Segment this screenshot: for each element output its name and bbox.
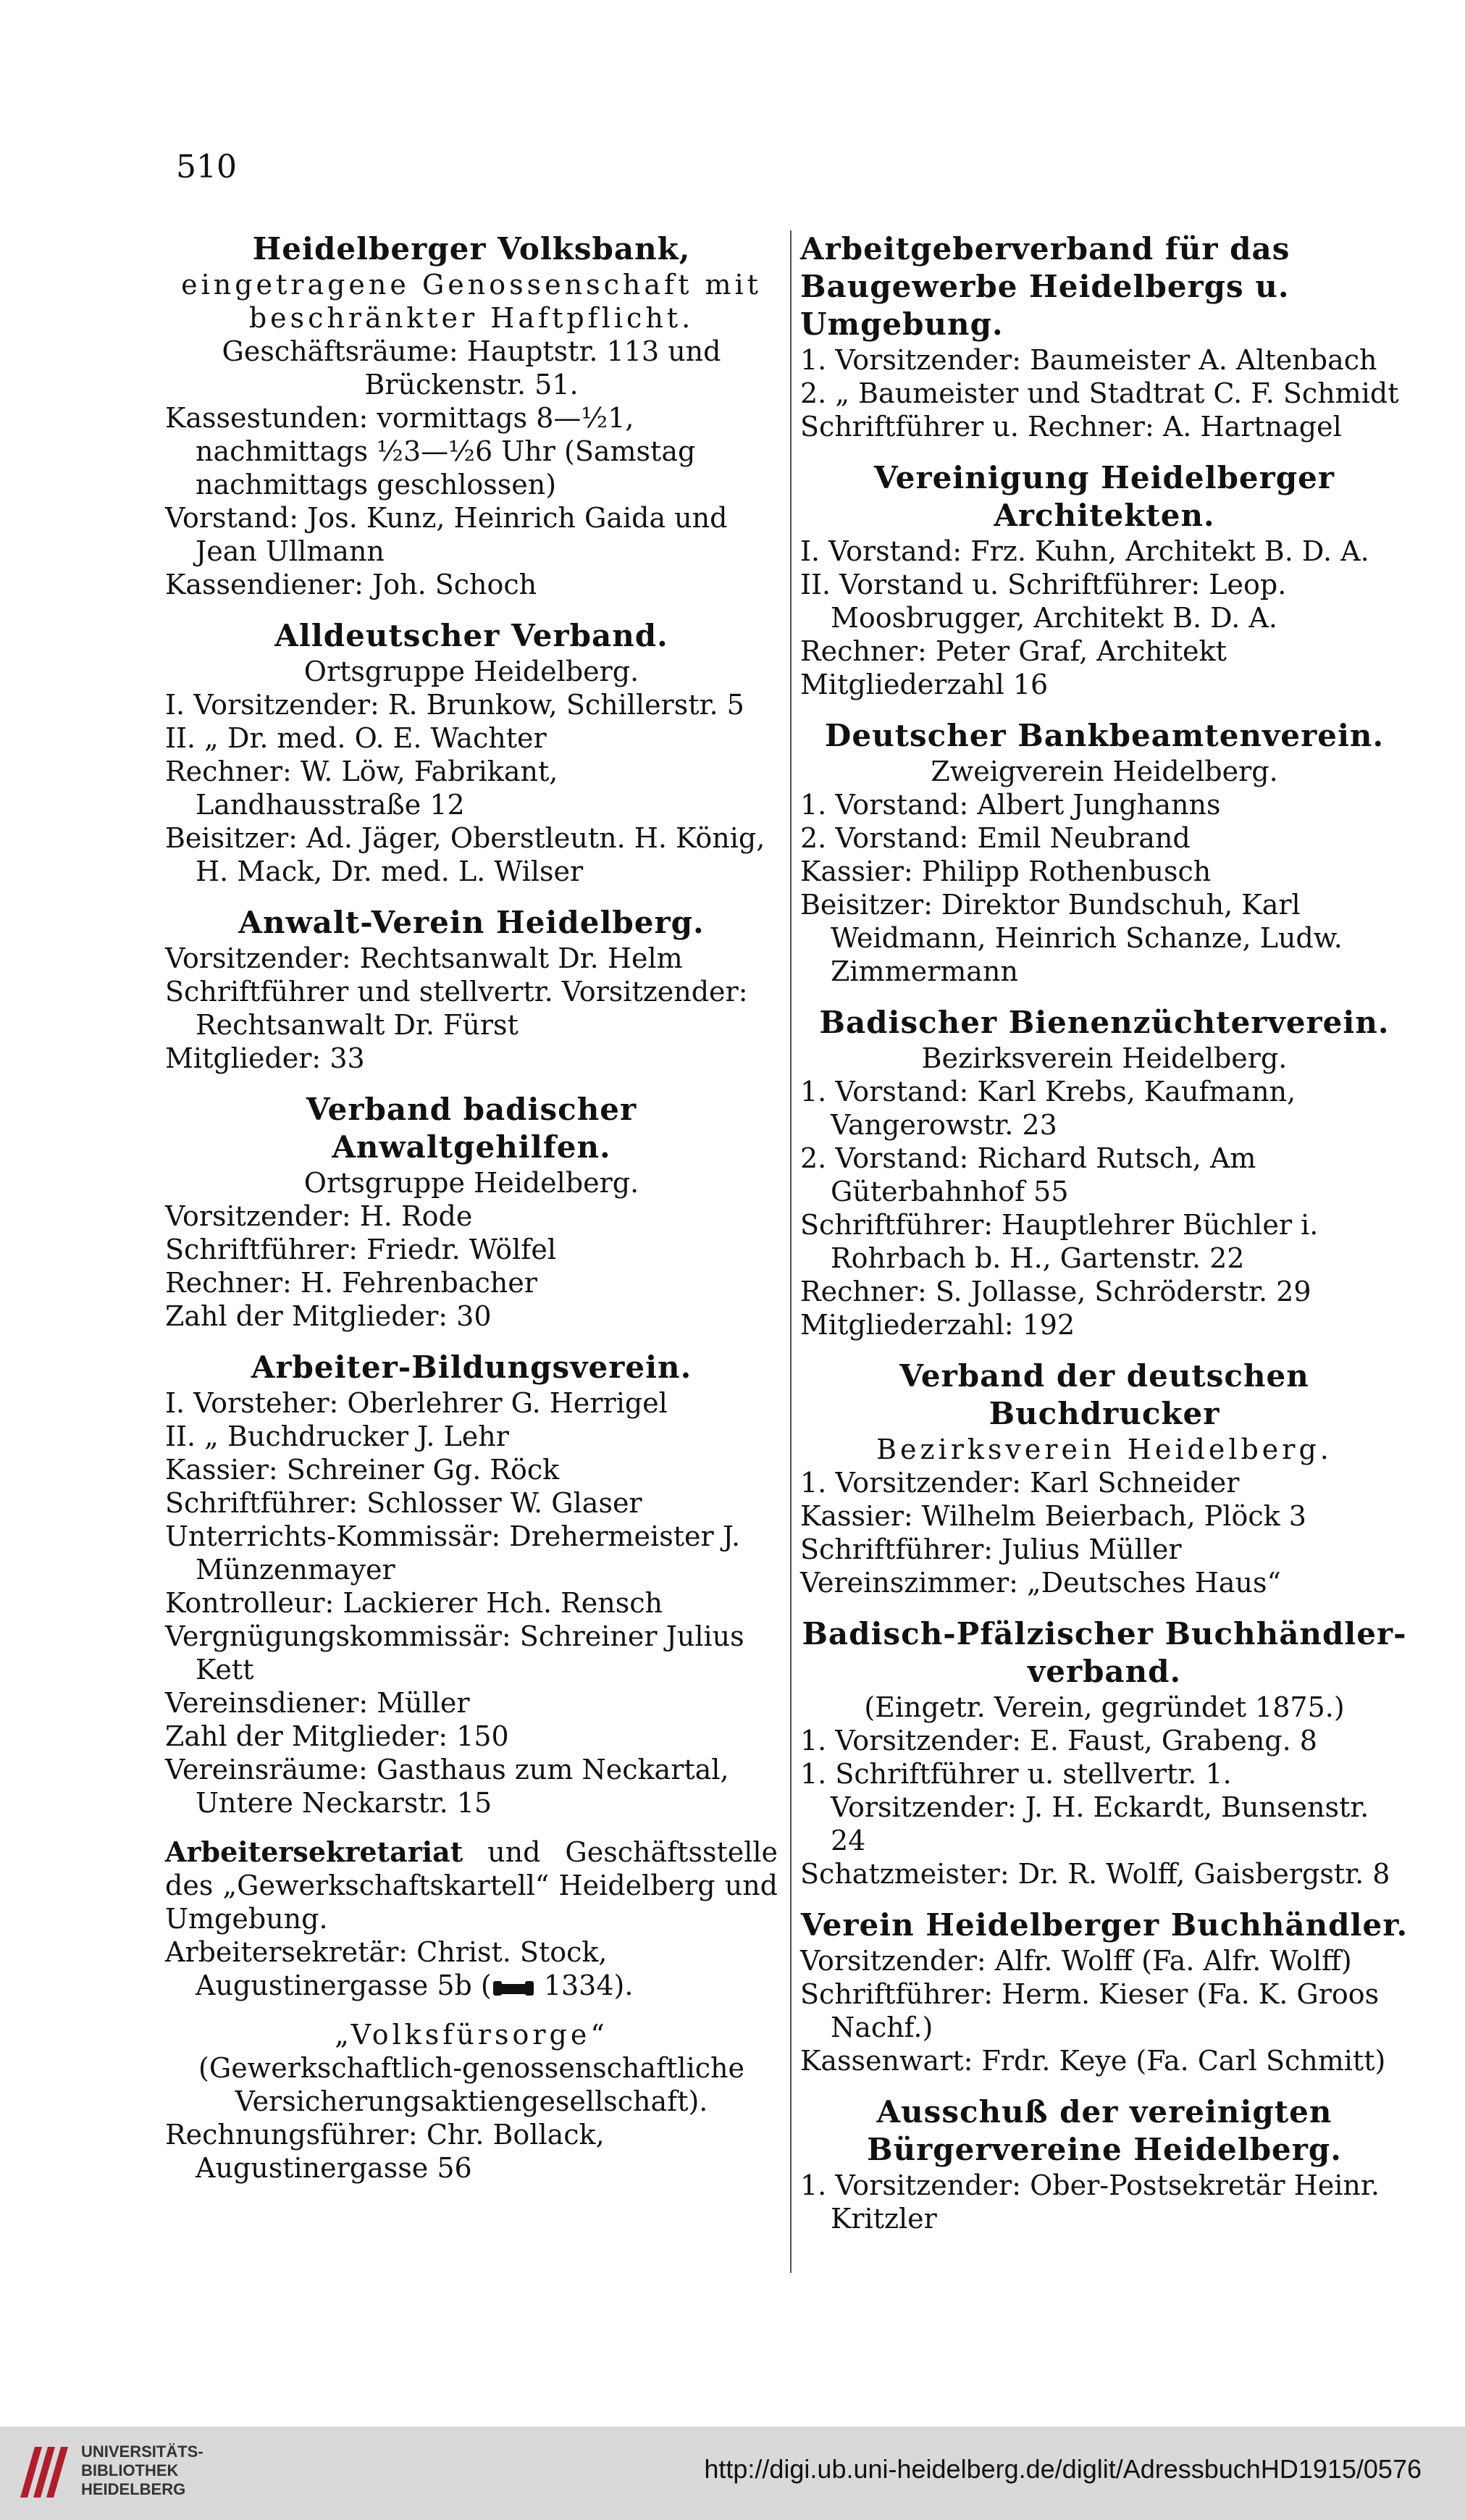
entry-line: Mitgliederzahl 16 [800,669,1049,700]
entry-line: Unterrichts-Kommissär: Drehermeister J. Münzenmayer [165,1520,741,1586]
entry-line: II. Vorstand u. Schriftführer: Leop. Moosbrugger, Architekt B. D. A. [800,569,1287,634]
section-subheading: (Eingetr. Verein, gegründet 1875.) [864,1691,1345,1723]
logo-text [81,2442,203,2499]
entry-line: 1. Schriftführer u. stellvertr. 1. Vorsitzender: J. H. Eckardt, Bunsenstr. 24 [800,1758,1369,1856]
section-buergervereine [800,2093,1409,2235]
entry-line: Schriftführer und stellvertr. Vorsitzender: Rechtsanwalt Dr. Fürst [165,976,748,1041]
entry-line: Rechnungsführer: Chr. Bollack, Augustinergasse 56 [165,2119,605,2184]
entry-line: Kontrolleur: Lackierer Hch. Rensch [165,1587,663,1619]
section-paragraph [165,1835,778,1935]
logo-line: BIBLIOTHEK [81,2461,179,2479]
entry-line: II. „ Buchdrucker J. Lehr [165,1420,509,1452]
entry-line: II. „ Dr. med. O. E. Wachter [165,722,547,754]
entry-line: 2. Vorstand: Richard Rutsch, Am Güterbahnhof 55 [800,1142,1256,1207]
section-heading: Deutscher Bankbeamtenverein. [824,718,1385,753]
left-column [165,230,778,2201]
section-anwalt-verein [165,904,778,1075]
entry-line: Schriftführer: Schlosser W. Glaser [165,1487,642,1519]
section-buchhaendlerverband [800,1615,1409,1891]
entry-line: Schriftführer: Friedr. Wölfel [165,1234,557,1265]
section-subheading: Ortsgruppe Heidelberg. [303,1167,639,1199]
entry-line: Schatzmeister: Dr. R. Wolff, Gaisbergstr. 8 [800,1858,1390,1890]
entry-line: 1. Vorstand: Karl Krebs, Kaufmann, Vangerowstr. 23 [800,1076,1296,1141]
section-subheading: eingetragene Genossenschaft mit beschränkter Haftpflicht. [181,269,762,334]
entry-line: Rechner: W. Löw, Fabrikant, Landhausstraße 12 [165,755,558,821]
section-heading: Badischer Bienenzüchterverein. [819,1005,1390,1040]
entry-line: Vorsitzender: Rechtsanwalt Dr. Helm [165,942,683,974]
section-subheading: Bezirksverein Heidelberg. [921,1042,1288,1074]
section-anwaltgehilfen [165,1091,778,1333]
entry-line: Geschäftsräume: Hauptstr. 113 und Brückenstr. 51. [222,335,721,401]
entry-line: Schriftführer u. Rechner: A. Hartnagel [800,411,1342,443]
logo-line: HEIDELBERG [81,2480,186,2498]
section-volksfuersorge [165,2018,778,2185]
section-heading: Arbeitersekretariat [165,1835,463,1868]
section-heading: Heidelberger Volksbank, [252,231,691,267]
entry-line: Vorsitzender: Alfr. Wolff (Fa. Alfr. Wolff) [800,1945,1352,1977]
entry-line: 1. Vorsitzender: Karl Schneider [800,1467,1240,1499]
section-heading: Anwalt-Verein Heidelberg. [238,905,705,940]
entry-line: 1. Vorsitzender: Baumeister A. Altenbach [800,344,1377,376]
entry-line: Vereinsdiener: Müller [165,1687,470,1719]
entry-line: Rechner: Peter Graf, Architekt [800,635,1227,667]
entry-text: Arbeitersekretär: Christ. Stock, Augustinergasse 5b ( [165,1936,608,2001]
entry-line: Rechner: H. Fehrenbacher [165,1267,537,1299]
section-heading: „Volksfürsorge“ [335,2019,608,2051]
entry-line: Vereinsräume: Gasthaus zum Neckartal, Untere Neckarstr. 15 [165,1754,729,1819]
section-heading: Verein Heidelberger Buchhändler. [800,1907,1409,1943]
section-verein-buchhaendler [800,1906,1409,2077]
entry-line: Zahl der Mitglieder: 30 [165,1300,492,1332]
section-heading: Ausschuß der vereinigten Bürgervereine Heidelberg. [867,2094,1342,2167]
source-url-link[interactable]: http://digi.ub.uni-heidelberg.de/diglit/AdressbuchHD1915/0576 [704,2454,1422,2484]
section-arbeitgeberverband [800,230,1409,443]
entry-line: I. Vorstand: Frz. Kuhn, Architekt B. D. A. [800,535,1369,567]
section-arbeiter-bildungsverein [165,1349,778,1820]
entry-line: Kassier: Wilhelm Beierbach, Plöck 3 [800,1500,1306,1532]
section-bankbeamtenverein [800,717,1409,988]
entry-line: Kassestunden: vormittags 8—½1, nachmittags ½3—½6 Uhr (Samstag nachmittags geschlossen) [165,402,696,501]
entry-text: 1334). [534,1969,634,2001]
entry-line: Kassier: Philipp Rothenbusch [800,855,1212,887]
entry-line: Beisitzer: Ad. Jäger, Oberstleutn. H. König, H. Mack, Dr. med. L. Wilser [165,822,765,887]
entry-line: Rechner: S. Jollasse, Schröderstr. 29 [800,1276,1311,1307]
entry-line: 1. Vorsitzender: Ober-Postsekretär Heinr. Kritzler [800,2169,1380,2235]
university-library-logo [13,2440,71,2505]
entry-line: Schriftführer: Hauptlehrer Büchler i. Rohrbach b. H., Gartenstr. 22 [800,1209,1319,1274]
section-vereinigung-architekten [800,459,1409,701]
section-heading: Arbeitgeberverband für das Baugewerbe Heidelbergs u. Umgebung. [800,231,1290,342]
section-heading: Vereinigung Heidelberger Architekten. [873,460,1335,533]
section-buchdrucker [800,1357,1409,1599]
section-heading: Arbeiter-Bildungsverein. [251,1349,692,1385]
logo-line: UNIVERSITÄTS- [81,2442,203,2461]
entry-line: Vorsitzender: H. Rode [165,1200,473,1232]
column-divider [790,230,792,2273]
entry-line: 2. Vorstand: Emil Neubrand [800,822,1191,854]
entry-line: Beisitzer: Direktor Bundschuh, Karl Weidmann, Heinrich Schanze, Ludw. Zimmermann [800,889,1343,987]
section-heading: Verband der deutschen Buchdrucker [899,1358,1309,1431]
section-alldeutscher-verband [165,617,778,888]
section-heading-rest: und Geschäftsstelle des „Gewerkschaftskartell“ Heidelberg und Umgebung. [165,1836,778,1935]
telephone-icon [492,1978,535,1998]
section-subheading: Bezirksverein Heidelberg. [876,1433,1332,1465]
entry-line: 1. Vorsitzender: E. Faust, Grabeng. 8 [800,1725,1317,1757]
section-heading: Badisch-Pfälzischer Buchhändler-verband. [802,1616,1407,1689]
entry-line: Kassendiener: Joh. Schoch [165,569,537,600]
entry-line: Mitglieder: 33 [165,1042,365,1074]
page-number: 510 [176,148,237,185]
entry-line: Mitgliederzahl: 192 [800,1309,1075,1341]
section-subheading: Ortsgruppe Heidelberg. [303,656,639,687]
section-bienenzuechterverein [800,1004,1409,1341]
section-heidelberger-volksbank [165,230,778,601]
section-heading: Verband badischer Anwaltgehilfen. [306,1092,637,1165]
entry-line: Kassier: Schreiner Gg. Röck [165,1454,560,1486]
section-heading: Alldeutscher Verband. [274,618,668,653]
entry-line: Schriftführer: Herm. Kieser (Fa. K. Groos Nachf.) [800,1978,1380,2043]
section-arbeitersekretariat [165,1835,778,2002]
entry-line: Kassenwart: Frdr. Keye (Fa. Carl Schmitt) [800,2045,1386,2077]
entry-line [165,1935,778,2002]
entry-line: Schriftführer: Julius Müller [800,1533,1182,1565]
entry-line: I. Vorsitzender: R. Brunkow, Schillerstr. 5 [165,689,744,721]
entry-line: 2. „ Baumeister und Stadtrat C. F. Schmidt [800,377,1399,409]
entry-line: Vorstand: Jos. Kunz, Heinrich Gaida und Jean Ullmann [165,502,728,567]
section-subheading: Zweigverein Heidelberg. [931,755,1278,787]
footer-bar [0,2427,1465,2520]
right-column [800,230,1409,2251]
entry-line: 1. Vorstand: Albert Junghanns [800,789,1221,821]
section-subheading: (Gewerkschaftlich-genossenschaftliche Versicherungsaktiengesellschaft). [198,2052,744,2117]
entry-line: Vergnügungskommissär: Schreiner Julius Kett [165,1620,744,1686]
entry-line: I. Vorsteher: Oberlehrer G. Herrigel [165,1387,668,1419]
entry-line: Zahl der Mitglieder: 150 [165,1720,509,1752]
entry-line: Vereinszimmer: „Deutsches Haus“ [800,1567,1281,1599]
